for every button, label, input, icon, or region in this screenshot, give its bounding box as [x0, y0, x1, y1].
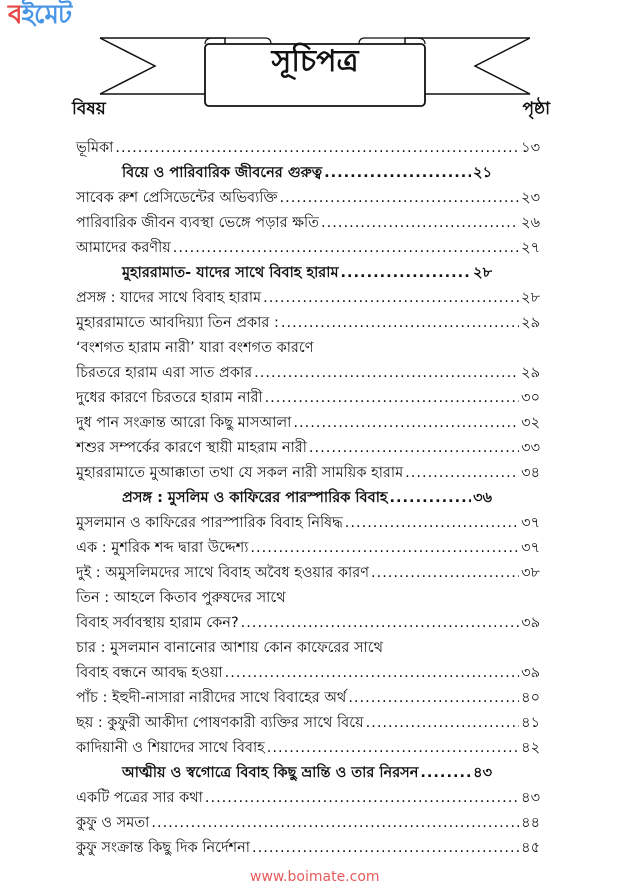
toc-entry-page: ৩৭ [521, 515, 540, 531]
dot-leader [420, 761, 471, 786]
toc-entry [76, 711, 540, 736]
dot-leader [309, 436, 519, 461]
toc-entry-title: প্রসঙ্গ : মুসলিম ও কাফিরের পারস্পারিক বিবাহ [122, 490, 388, 506]
toc-entry [76, 136, 540, 161]
toc-entry-page: ৪০ [521, 690, 540, 706]
toc-entry-title: একটি পত্রের সার কথা [76, 790, 203, 806]
toc-entry-page: ৪১ [521, 715, 540, 731]
toc-entry-title: পাঁচ : ইহুদী-নাসারা নারীদের সাথে বিবাহের অর্থ [76, 690, 347, 706]
table-of-contents [76, 136, 540, 861]
toc-entry-page: ২৯ [521, 315, 540, 331]
toc-entry-page: ২৮ [473, 265, 492, 281]
toc-entry-title: কুফু সংক্রান্ত কিছু দিক নির্দেশনা [76, 840, 250, 856]
toc-section-heading [76, 261, 492, 286]
toc-entry [76, 636, 540, 661]
toc-entry-title: আমাদের করণীয় [76, 240, 171, 256]
toc-entry-title: দুই : অমুসলিমদের সাথে বিবাহ অবৈধ হওয়ার কারণ [76, 565, 369, 581]
toc-entry-title: কুফু ও সমতা [76, 815, 150, 831]
toc-entry-page: ১৩ [521, 140, 540, 156]
dot-leader [205, 786, 519, 811]
toc-entry-page: ৪৪ [521, 815, 540, 831]
watermark-url: www.boimate.com [250, 869, 380, 885]
toc-entry-title: তিন : আহলে কিতাব পুরুষদের সাথে [76, 590, 286, 606]
toc-entry-title: মুসলমান ও কাফিরের পারস্পারিক বিবাহ নিষিদ্ধ [76, 515, 343, 531]
dot-leader [345, 511, 519, 536]
toc-entry-title: প্রসঙ্গ : যাদের সাথে বিবাহ হারাম [76, 290, 262, 306]
toc-entry-page: ৩৩ [521, 440, 540, 456]
toc-entry [76, 411, 540, 436]
toc-entry-page: ২৩ [521, 190, 540, 206]
toc-entry [76, 836, 540, 861]
toc-entry-title: এক : মুশরিক শব্দ দ্বারা উদ্দেশ্য [76, 540, 249, 556]
dot-leader [281, 311, 519, 336]
toc-entry [76, 361, 540, 386]
toc-entry-title: ‘বংশগত হারাম নারী’ যারা বংশগত কারণে [76, 340, 314, 356]
toc-entry-page: ২৮ [521, 290, 540, 306]
toc-entry [76, 586, 540, 611]
toc-entry [76, 661, 540, 686]
toc-entry-page: ৩২ [521, 415, 540, 431]
toc-entry-page: ৩৭ [521, 540, 540, 556]
toc-entry [76, 436, 540, 461]
dot-leader [348, 686, 519, 711]
toc-entry-title: মুহাররামাত- যাদের সাথে বিবাহ হারাম [122, 265, 339, 281]
dot-leader [371, 561, 519, 586]
toc-entry-title: পারিবারিক জীবন ব্যবস্থা ভেঙ্গে পড়ার ক্ষতি [76, 215, 320, 231]
toc-entry-page: ৪৩ [473, 765, 492, 781]
toc-entry [76, 461, 540, 486]
dot-leader [252, 836, 519, 861]
toc-entry-page: ৩৯ [521, 615, 540, 631]
toc-section-heading [76, 761, 492, 786]
toc-entry-page: ৪৫ [521, 840, 540, 856]
watermark-logo: বইমেট [8, 0, 72, 30]
toc-entry-page: ৩৪ [521, 465, 540, 481]
dot-leader [265, 386, 520, 411]
toc-entry-title: চিরতরে হারাম এরা সাত প্রকার [76, 365, 253, 381]
toc-entry-title: মুহাররামাতে আবদিয়্যা তিন প্রকার : [76, 315, 279, 331]
toc-entry-page: ৪৩ [521, 790, 540, 806]
toc-section-heading [76, 161, 492, 186]
toc-entry-page: ৩০ [521, 390, 540, 406]
toc-entry [76, 286, 540, 311]
toc-entry [76, 811, 540, 836]
dot-leader [263, 286, 519, 311]
toc-entry-title: চার : মুসলমান বানানোর আশায় কোন কাফেরের সাথে [76, 640, 383, 656]
dot-leader [341, 261, 472, 286]
toc-entry-title: ছয় : কুফুরী আকীদা পোষণকারী ব্যক্তির সাথে বিয়ে [76, 715, 364, 731]
toc-entry [76, 211, 540, 236]
toc-entry [76, 536, 540, 561]
dot-leader [250, 536, 519, 561]
toc-entry-page: ৩৬ [473, 490, 492, 506]
toc-entry [76, 686, 540, 711]
toc-entry-title: কাদিয়ানী ও শিয়াদের সাথে বিবাহ [76, 740, 265, 756]
dot-leader [151, 811, 519, 836]
toc-entry-page: ২১ [473, 165, 492, 181]
toc-entry-title: দুধ পান সংক্রান্ত আরো কিছু মাসআলা [76, 415, 292, 431]
toc-entry-title: সাবেক রুশ প্রেসিডেন্টের অভিব্যক্তি [76, 190, 278, 206]
toc-entry-title: আত্মীয় ও স্বগোত্রে বিবাহ কিছু ভ্রান্তি ও তার নিরসন [122, 765, 419, 781]
toc-entry-title: বিবাহ সর্বাবস্থায় হারাম কেন? [76, 615, 239, 631]
dot-leader [241, 611, 520, 636]
toc-entry [76, 611, 540, 636]
toc-entry-title: ভূমিকা [76, 140, 114, 156]
dot-leader [366, 711, 520, 736]
toc-entry-title: দুধের কারণে চিরতরে হারাম নারী [76, 390, 263, 406]
toc-entry-page: ২৬ [521, 215, 540, 231]
dot-leader [225, 661, 520, 686]
toc-entry [76, 236, 540, 261]
toc-entry [76, 336, 540, 361]
toc-entry-page: ২৯ [521, 365, 540, 381]
page-column-header: পৃষ্ঠা [522, 99, 550, 119]
toc-entry-title: মুহাররামাতে মুআক্কাতা তথা যে সকল নারী সাময়িক হারাম [76, 465, 404, 481]
toc-entry [76, 786, 540, 811]
dot-leader [293, 411, 519, 436]
dot-leader [321, 211, 519, 236]
dot-leader [173, 236, 519, 261]
toc-entry [76, 511, 540, 536]
toc-entry-title: বিয়ে ও পারিবারিক জীবনের গুরুত্ব [122, 165, 323, 181]
toc-entry [76, 736, 540, 761]
toc-entry-page: ৪২ [521, 740, 540, 756]
dot-leader [267, 736, 519, 761]
page-title: সূচিপত্র [271, 44, 359, 79]
toc-entry [76, 386, 540, 411]
dot-leader [115, 136, 519, 161]
toc-entry-page: ৩৯ [521, 665, 540, 681]
toc-section-heading [76, 486, 492, 511]
subject-column-header: বিষয় [72, 99, 106, 119]
dot-leader [280, 186, 520, 211]
toc-entry-title: বিবাহ বন্ধনে আবদ্ধ হওয়া [76, 665, 223, 681]
toc-entry [76, 186, 540, 211]
toc-entry [76, 311, 540, 336]
toc-entry-page: ৩৮ [521, 565, 540, 581]
dot-leader [390, 486, 472, 511]
dot-leader [324, 161, 471, 186]
toc-entry-title: শশুর সম্পর্কের কারণে স্থায়ী মাহরাম নারী [76, 440, 307, 456]
toc-entry [76, 561, 540, 586]
dot-leader [405, 461, 519, 486]
toc-entry-page: ২৭ [521, 240, 540, 256]
dot-leader [254, 361, 519, 386]
